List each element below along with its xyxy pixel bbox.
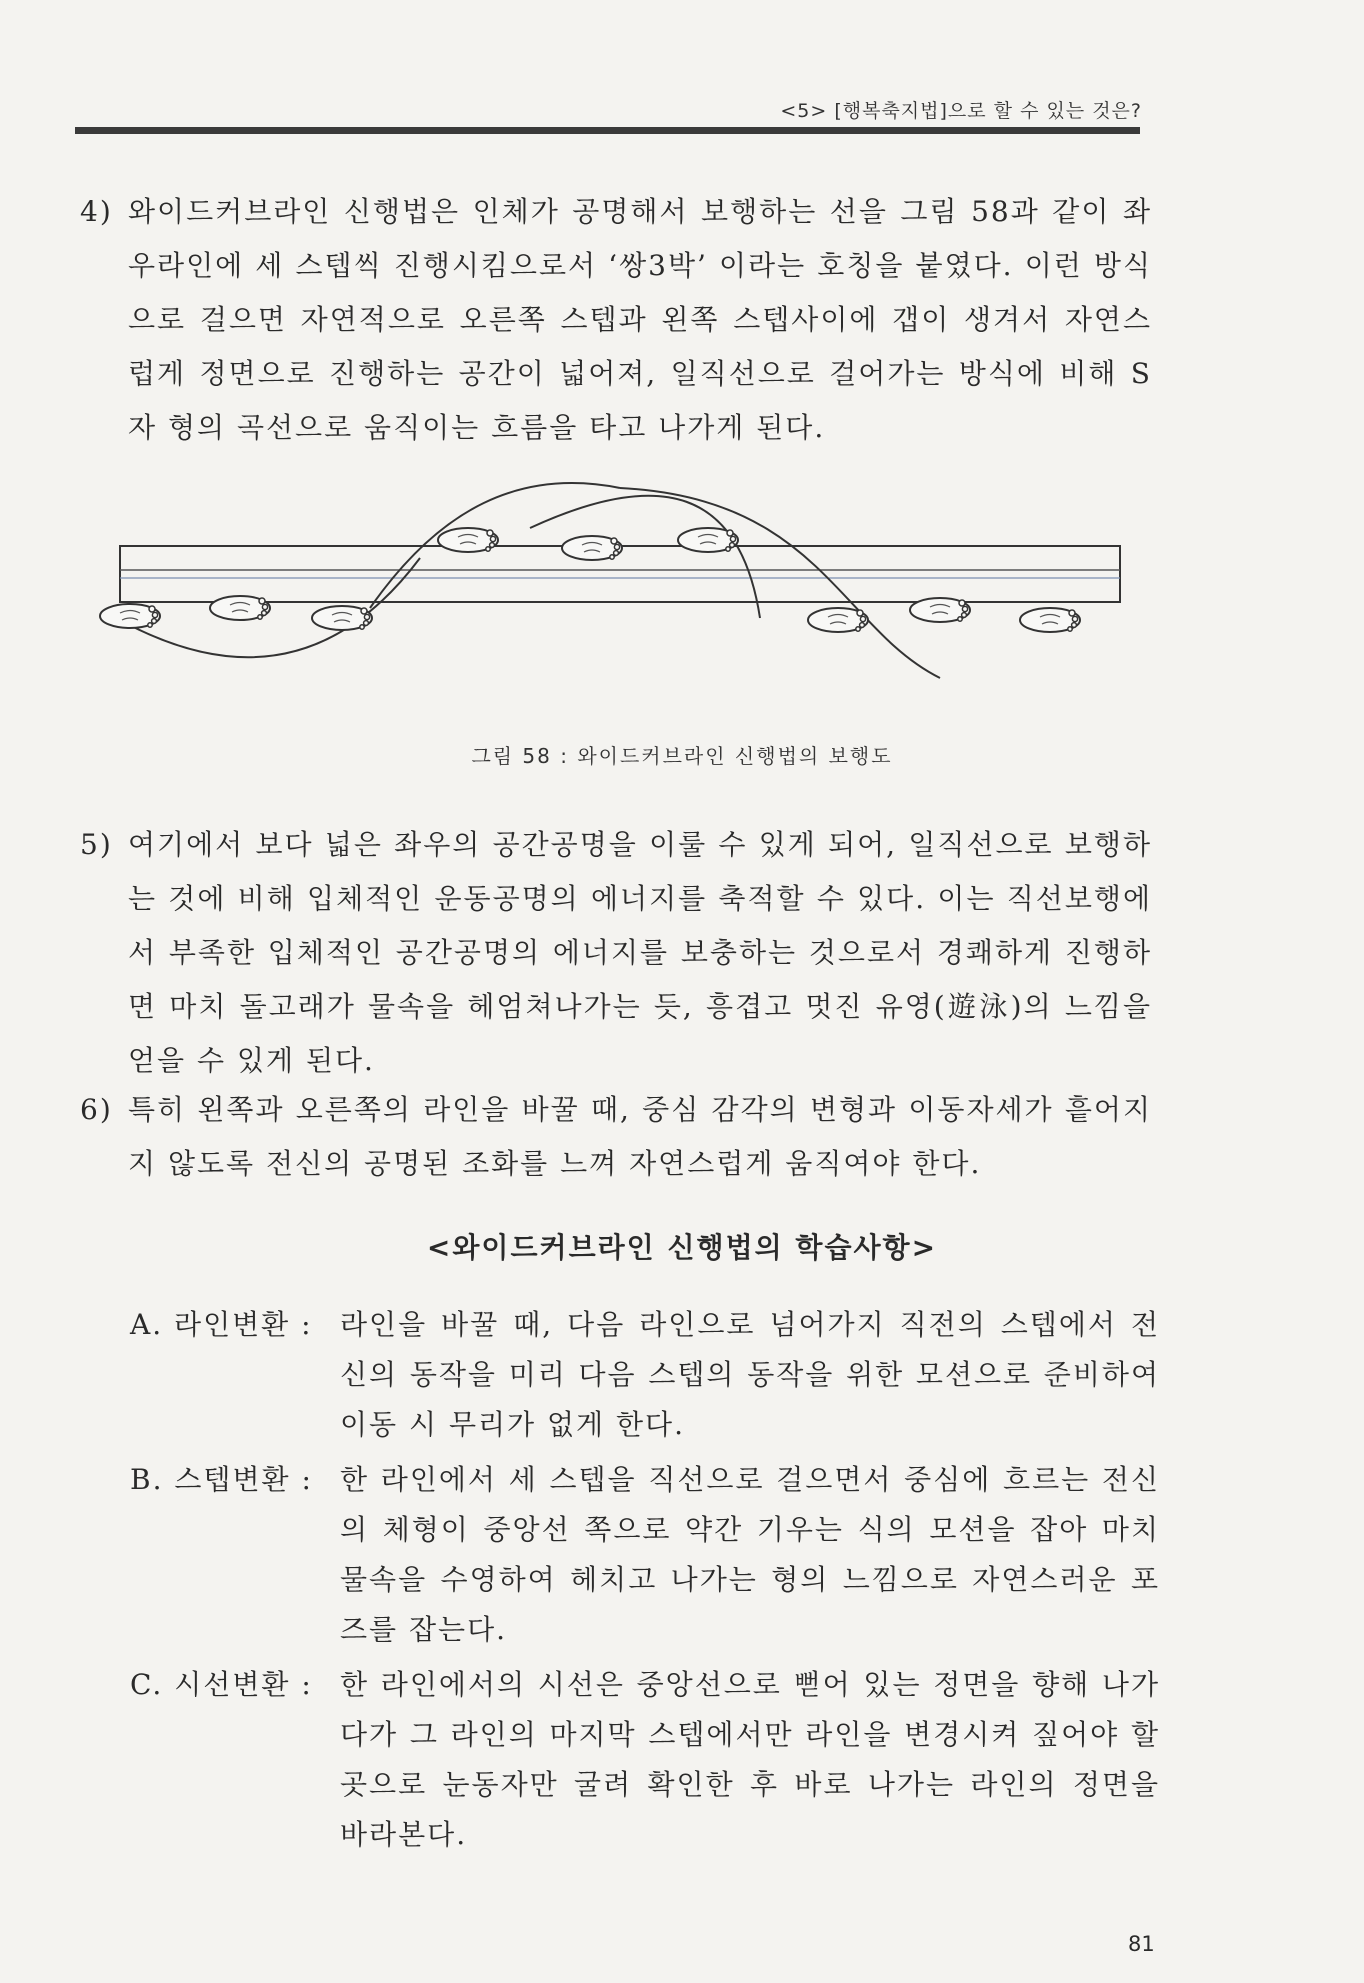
curve-arc bbox=[620, 488, 940, 678]
footprint-icon bbox=[100, 604, 160, 628]
running-head: <5> [행복축지법]으로 할 수 있는 것은? bbox=[780, 100, 1142, 122]
list-item-5 bbox=[80, 818, 1152, 1088]
learning-label: A. 라인변환 : bbox=[130, 1308, 313, 1341]
footprint-icon bbox=[312, 606, 372, 630]
item-number: 4) bbox=[80, 195, 113, 228]
item-number: 5) bbox=[80, 828, 113, 861]
item-text: 여기에서 보다 넓은 좌우의 공간공명을 이룰 수 있게 되어, 일직선으로 보행하는 것에 비해 입체적인 운동공명의 에너지를 축적할 수 있다. 이는 직선보행에서 부족한 입체적인 공간공명의 에너지를 보충하는 것으로서 경쾌하게 진행하면 마치 돌고래가 물속을 헤엄쳐나가는 듯, 흥겹고 멋진 유영(遊泳)의 느낌을 얻을 수 있게 된다. bbox=[128, 828, 1152, 1077]
item-text: 와이드커브라인 신행법은 인체가 공명해서 보행하는 선을 그림 58과 같이 좌우라인에 세 스텝씩 진행시킴으로서 ‘쌍3박’ 이라는 호칭을 붙였다. 이런 방식으로 걸으면 자연적으로 오른쪽 스텝과 왼쪽 스텝사이에 갭이 생겨서 자연스럽게 정면으로 진행하는 공간이 넓어져, 일직선으로 걸어가는 방식에 비해 S자 형의 곡선으로 움직이는 흐름을 타고 나가게 된다. bbox=[128, 195, 1152, 444]
learning-item-b bbox=[130, 1455, 1160, 1655]
footprint-icon bbox=[1020, 608, 1080, 632]
footprint-icon bbox=[808, 608, 868, 632]
section-title: <와이드커브라인 신행법의 학습사항> bbox=[426, 1231, 938, 1264]
item-number: 6) bbox=[80, 1093, 113, 1126]
learning-label: B. 스텝변환 : bbox=[130, 1463, 313, 1496]
figure-caption: 그림 58 : 와이드커브라인 신행법의 보행도 bbox=[471, 744, 893, 768]
learning-text: 라인을 바꿀 때, 다음 라인으로 넘어가지 직전의 스텝에서 전신의 동작을 미리 다음 스텝의 동작을 위한 모션으로 준비하여 이동 시 무리가 없게 한다. bbox=[340, 1308, 1160, 1441]
learning-item-c bbox=[130, 1660, 1160, 1860]
footprint-icon bbox=[210, 596, 270, 620]
footprint-icon bbox=[438, 528, 498, 552]
path-band bbox=[120, 546, 1120, 602]
list-item-4 bbox=[80, 185, 1152, 455]
walking-diagram bbox=[60, 468, 1140, 708]
page-number: 81 bbox=[1128, 1932, 1155, 1956]
learning-text: 한 라인에서의 시선은 중앙선으로 뻗어 있는 정면을 향해 나가다가 그 라인의 마지막 스텝에서만 라인을 변경시켜 짚어야 할 곳으로 눈동자만 굴려 확인한 후 바로 나가는 라인의 정면을 바라본다. bbox=[340, 1668, 1160, 1851]
list-item-6 bbox=[80, 1083, 1152, 1191]
learning-label: C. 시선변환 : bbox=[130, 1668, 313, 1701]
footprint-icon bbox=[562, 536, 622, 560]
walking-diagram-svg bbox=[60, 468, 1140, 708]
learning-item-a bbox=[130, 1300, 1160, 1450]
footprint-icon bbox=[910, 598, 970, 622]
header-rule bbox=[75, 127, 1140, 134]
curve-arc bbox=[530, 496, 760, 618]
footprint-icon bbox=[678, 528, 738, 552]
item-text: 특히 왼쪽과 오른쪽의 라인을 바꿀 때, 중심 감각의 변형과 이동자세가 흩어지지 않도록 전신의 공명된 조화를 느껴 자연스럽게 움직여야 한다. bbox=[128, 1093, 1152, 1180]
learning-text: 한 라인에서 세 스텝을 직선으로 걸으면서 중심에 흐르는 전신의 체형이 중앙선 쪽으로 약간 기우는 식의 모션을 잡아 마치 물속을 수영하여 헤치고 나가는 형의 느낌으로 자연스러운 포즈를 잡는다. bbox=[340, 1463, 1160, 1646]
